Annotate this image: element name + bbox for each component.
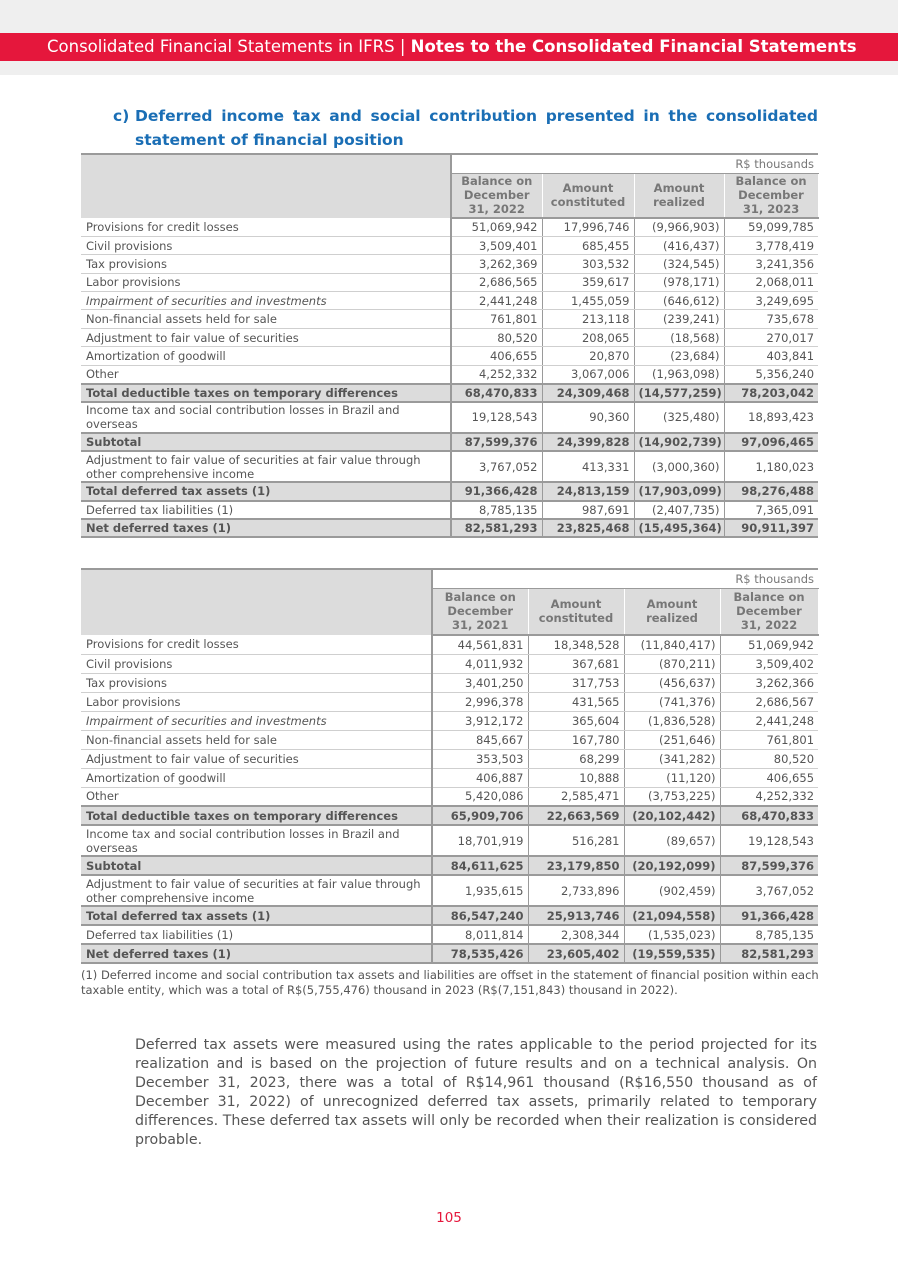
row-label: Adjustment to fair value of securities at fair value through other comprehensive income	[81, 451, 451, 482]
cell-value: (1,963,098)	[634, 365, 724, 383]
cell-value: 845,667	[432, 730, 528, 749]
cell-value: (11,840,417)	[624, 635, 720, 654]
row-label: Deferred tax liabilities (1)	[81, 925, 432, 944]
cell-value: 317,753	[528, 673, 624, 692]
header-underband	[0, 61, 898, 75]
cell-value: 82,581,293	[451, 519, 542, 537]
cell-value: 406,655	[720, 768, 818, 787]
cell-value: 18,348,528	[528, 635, 624, 654]
cell-value: 403,841	[724, 347, 818, 365]
cell-value: 8,785,135	[720, 925, 818, 944]
table-row	[81, 255, 818, 273]
column-header: Amount constituted	[542, 173, 634, 218]
table-row	[81, 654, 818, 673]
column-header: Amount realized	[634, 173, 724, 218]
table-total-row	[81, 806, 818, 825]
table-header-blank	[81, 569, 432, 635]
row-label: Amortization of goodwill	[81, 347, 451, 365]
header-section-title: Consolidated Financial Statements in IFRS |	[47, 37, 406, 56]
column-header: Balance on December 31, 2023	[724, 173, 818, 218]
cell-value: 86,547,240	[432, 906, 528, 925]
cell-value: 5,420,086	[432, 787, 528, 806]
row-label: Non-financial assets held for sale	[81, 730, 432, 749]
cell-value: 2,441,248	[451, 292, 542, 310]
cell-value: (21,094,558)	[624, 906, 720, 925]
cell-value: 51,069,942	[720, 635, 818, 654]
unit-label: R$ thousands	[432, 569, 818, 588]
cell-value: 2,996,378	[432, 692, 528, 711]
table-total-row	[81, 519, 818, 537]
column-header: Amount constituted	[528, 588, 624, 635]
column-header: Balance on December 31, 2021	[432, 588, 528, 635]
cell-value: 8,785,135	[451, 501, 542, 519]
row-label: Other	[81, 787, 432, 806]
deferred-tax-table-2023	[81, 153, 819, 538]
row-label: Net deferred taxes (1)	[81, 519, 451, 537]
cell-value: (324,545)	[634, 255, 724, 273]
cell-value: 80,520	[451, 328, 542, 346]
cell-value: (456,637)	[624, 673, 720, 692]
cell-value: (9,966,903)	[634, 218, 724, 236]
cell-value: 51,069,942	[451, 218, 542, 236]
cell-value: 80,520	[720, 749, 818, 768]
table-row	[81, 218, 818, 236]
cell-value: 2,686,567	[720, 692, 818, 711]
cell-value: 3,509,401	[451, 236, 542, 254]
cell-value: (3,753,225)	[624, 787, 720, 806]
table-row	[81, 451, 818, 482]
cell-value: (2,407,735)	[634, 501, 724, 519]
cell-value: 23,179,850	[528, 856, 624, 875]
cell-value: 3,262,366	[720, 673, 818, 692]
cell-value: 2,585,471	[528, 787, 624, 806]
table-total-row	[81, 433, 818, 451]
cell-value: 18,893,423	[724, 402, 818, 433]
cell-value: 213,118	[542, 310, 634, 328]
cell-value: 761,801	[451, 310, 542, 328]
table-total-row	[81, 384, 818, 402]
cell-value: 2,733,896	[528, 875, 624, 906]
row-label: Provisions for credit losses	[81, 218, 451, 236]
cell-value: 1,935,615	[432, 875, 528, 906]
cell-value: 44,561,831	[432, 635, 528, 654]
cell-value: 516,281	[528, 825, 624, 856]
deferred-tax-table-2022	[81, 568, 819, 964]
row-label: Amortization of goodwill	[81, 768, 432, 787]
cell-value: 167,780	[528, 730, 624, 749]
row-label: Adjustment to fair value of securities	[81, 749, 432, 768]
cell-value: 3,509,402	[720, 654, 818, 673]
table-row	[81, 292, 818, 310]
page-header	[0, 33, 898, 61]
cell-value: 25,913,746	[528, 906, 624, 925]
cell-value: 19,128,543	[451, 402, 542, 433]
cell-value: 685,455	[542, 236, 634, 254]
cell-value: 4,252,332	[451, 365, 542, 383]
cell-value: 91,366,428	[720, 906, 818, 925]
cell-value: (20,102,442)	[624, 806, 720, 825]
cell-value: 2,686,565	[451, 273, 542, 291]
cell-value: 3,778,419	[724, 236, 818, 254]
cell-value: 431,565	[528, 692, 624, 711]
cell-value: (239,241)	[634, 310, 724, 328]
cell-value: 7,365,091	[724, 501, 818, 519]
cell-value: 3,767,052	[720, 875, 818, 906]
cell-value: 4,252,332	[720, 787, 818, 806]
cell-value: 90,911,397	[724, 519, 818, 537]
cell-value: 270,017	[724, 328, 818, 346]
cell-value: 22,663,569	[528, 806, 624, 825]
table-row	[81, 730, 818, 749]
cell-value: 365,604	[528, 711, 624, 730]
cell-value: (89,657)	[624, 825, 720, 856]
table-row	[81, 236, 818, 254]
row-label: Labor provisions	[81, 692, 432, 711]
row-label: Civil provisions	[81, 236, 451, 254]
row-label: Net deferred taxes (1)	[81, 944, 432, 963]
cell-value: 68,470,833	[720, 806, 818, 825]
row-label: Civil provisions	[81, 654, 432, 673]
cell-value: 1,180,023	[724, 451, 818, 482]
cell-value: 4,011,932	[432, 654, 528, 673]
cell-value: 3,401,250	[432, 673, 528, 692]
cell-value: 406,655	[451, 347, 542, 365]
row-label: Labor provisions	[81, 273, 451, 291]
table-total-row	[81, 906, 818, 925]
row-label: Total deductible taxes on temporary differences	[81, 806, 432, 825]
cell-value: (902,459)	[624, 875, 720, 906]
cell-value: 8,011,814	[432, 925, 528, 944]
row-label: Subtotal	[81, 856, 432, 875]
cell-value: 19,128,543	[720, 825, 818, 856]
cell-value: (18,568)	[634, 328, 724, 346]
column-header: Balance on December 31, 2022	[451, 173, 542, 218]
cell-value: 68,470,833	[451, 384, 542, 402]
section-heading	[113, 104, 818, 152]
table-row	[81, 768, 818, 787]
cell-value: 18,701,919	[432, 825, 528, 856]
cell-value: (251,646)	[624, 730, 720, 749]
cell-value: 3,067,006	[542, 365, 634, 383]
cell-value: 761,801	[720, 730, 818, 749]
column-header: Balance on December 31, 2022	[720, 588, 818, 635]
cell-value: (341,282)	[624, 749, 720, 768]
cell-value: 1,455,059	[542, 292, 634, 310]
table-footnote: (1) Deferred income and social contribution tax assets and liabilities are offset in the statement of financial position within each taxable entity, which was a total of R$(5,755,476) thousand in 2023 (R$(7,151,843) thousand in 2022).	[81, 968, 819, 997]
cell-value: 3,262,369	[451, 255, 542, 273]
table-row	[81, 635, 818, 654]
cell-value: 59,099,785	[724, 218, 818, 236]
table-row	[81, 501, 818, 519]
cell-value: 90,360	[542, 402, 634, 433]
cell-value: 78,535,426	[432, 944, 528, 963]
cell-value: 24,399,828	[542, 433, 634, 451]
section-title-text: Deferred income tax and social contribution presented in the consolidated statement of financial position	[135, 107, 818, 149]
table-row	[81, 749, 818, 768]
cell-value: 3,249,695	[724, 292, 818, 310]
cell-value: (3,000,360)	[634, 451, 724, 482]
top-band	[0, 0, 898, 33]
table-row	[81, 825, 818, 856]
table-row	[81, 347, 818, 365]
table-total-row	[81, 856, 818, 875]
cell-value: 987,691	[542, 501, 634, 519]
cell-value: 97,096,465	[724, 433, 818, 451]
table-row	[81, 328, 818, 346]
row-label: Tax provisions	[81, 673, 432, 692]
row-label: Income tax and social contribution losses in Brazil and overseas	[81, 825, 432, 856]
section-label: c)	[113, 107, 130, 125]
row-label: Provisions for credit losses	[81, 635, 432, 654]
cell-value: 359,617	[542, 273, 634, 291]
cell-value: 78,203,042	[724, 384, 818, 402]
row-label: Deferred tax liabilities (1)	[81, 501, 451, 519]
cell-value: 413,331	[542, 451, 634, 482]
cell-value: 24,813,159	[542, 482, 634, 500]
cell-value: (17,903,099)	[634, 482, 724, 500]
cell-value: 65,909,706	[432, 806, 528, 825]
row-label: Total deferred tax assets (1)	[81, 482, 451, 500]
unit-label: R$ thousands	[451, 154, 818, 173]
cell-value: (1,535,023)	[624, 925, 720, 944]
cell-value: 2,308,344	[528, 925, 624, 944]
cell-value: 87,599,376	[451, 433, 542, 451]
cell-value: (646,612)	[634, 292, 724, 310]
cell-value: 3,912,172	[432, 711, 528, 730]
cell-value: 353,503	[432, 749, 528, 768]
cell-value: 98,276,488	[724, 482, 818, 500]
cell-value: 84,611,625	[432, 856, 528, 875]
table-row	[81, 692, 818, 711]
cell-value: 3,767,052	[451, 451, 542, 482]
cell-value: (870,211)	[624, 654, 720, 673]
cell-value: 10,888	[528, 768, 624, 787]
cell-value: 367,681	[528, 654, 624, 673]
table-row	[81, 875, 818, 906]
cell-value: (23,684)	[634, 347, 724, 365]
row-label: Adjustment to fair value of securities at fair value through other comprehensive income	[81, 875, 432, 906]
row-label: Total deferred tax assets (1)	[81, 906, 432, 925]
cell-value: (11,120)	[624, 768, 720, 787]
row-label: Other	[81, 365, 451, 383]
cell-value: (741,376)	[624, 692, 720, 711]
cell-value: 23,825,468	[542, 519, 634, 537]
cell-value: 91,366,428	[451, 482, 542, 500]
cell-value: 23,605,402	[528, 944, 624, 963]
table-row	[81, 711, 818, 730]
row-label: Impairment of securities and investments	[81, 292, 451, 310]
table-total-row	[81, 944, 818, 963]
table-row	[81, 673, 818, 692]
cell-value: 17,996,746	[542, 218, 634, 236]
row-label: Total deductible taxes on temporary differences	[81, 384, 451, 402]
table-header-blank	[81, 154, 451, 218]
cell-value: 2,068,011	[724, 273, 818, 291]
cell-value: (416,437)	[634, 236, 724, 254]
cell-value: (14,902,739)	[634, 433, 724, 451]
cell-value: (15,495,364)	[634, 519, 724, 537]
cell-value: 3,241,356	[724, 255, 818, 273]
cell-value: 735,678	[724, 310, 818, 328]
row-label: Non-financial assets held for sale	[81, 310, 451, 328]
cell-value: (1,836,528)	[624, 711, 720, 730]
cell-value: 2,441,248	[720, 711, 818, 730]
cell-value: (14,577,259)	[634, 384, 724, 402]
cell-value: 208,065	[542, 328, 634, 346]
cell-value: 20,870	[542, 347, 634, 365]
row-label: Income tax and social contribution losses in Brazil and overseas	[81, 402, 451, 433]
header-chapter-title: Notes to the Consolidated Financial Statements	[410, 37, 857, 56]
row-label: Subtotal	[81, 433, 451, 451]
cell-value: 87,599,376	[720, 856, 818, 875]
table-row	[81, 787, 818, 806]
row-label: Adjustment to fair value of securities	[81, 328, 451, 346]
cell-value: (19,559,535)	[624, 944, 720, 963]
page-number: 105	[436, 1210, 462, 1226]
cell-value: 82,581,293	[720, 944, 818, 963]
cell-value: 303,532	[542, 255, 634, 273]
column-header: Amount realized	[624, 588, 720, 635]
row-label: Impairment of securities and investments	[81, 711, 432, 730]
cell-value: (325,480)	[634, 402, 724, 433]
table-row	[81, 310, 818, 328]
table-row	[81, 273, 818, 291]
table-row	[81, 925, 818, 944]
cell-value: 24,309,468	[542, 384, 634, 402]
cell-value: (20,192,099)	[624, 856, 720, 875]
row-label: Tax provisions	[81, 255, 451, 273]
cell-value: (978,171)	[634, 273, 724, 291]
table-total-row	[81, 482, 818, 500]
cell-value: 5,356,240	[724, 365, 818, 383]
table-row	[81, 365, 818, 383]
table-row	[81, 402, 818, 433]
body-paragraph: Deferred tax assets were measured using the rates applicable to the period projected for its realization and is based on the projection of future results and on a technical analysis. On December 31, 2023, there was a total of R$14,961 thousand (R$16,550 thousand as of December 31, 2022) of unrecognized deferred tax assets, primarily related to temporary differences. These deferred tax assets will only be recorded when their realization is considered probable.	[135, 1037, 817, 1148]
cell-value: 68,299	[528, 749, 624, 768]
cell-value: 406,887	[432, 768, 528, 787]
